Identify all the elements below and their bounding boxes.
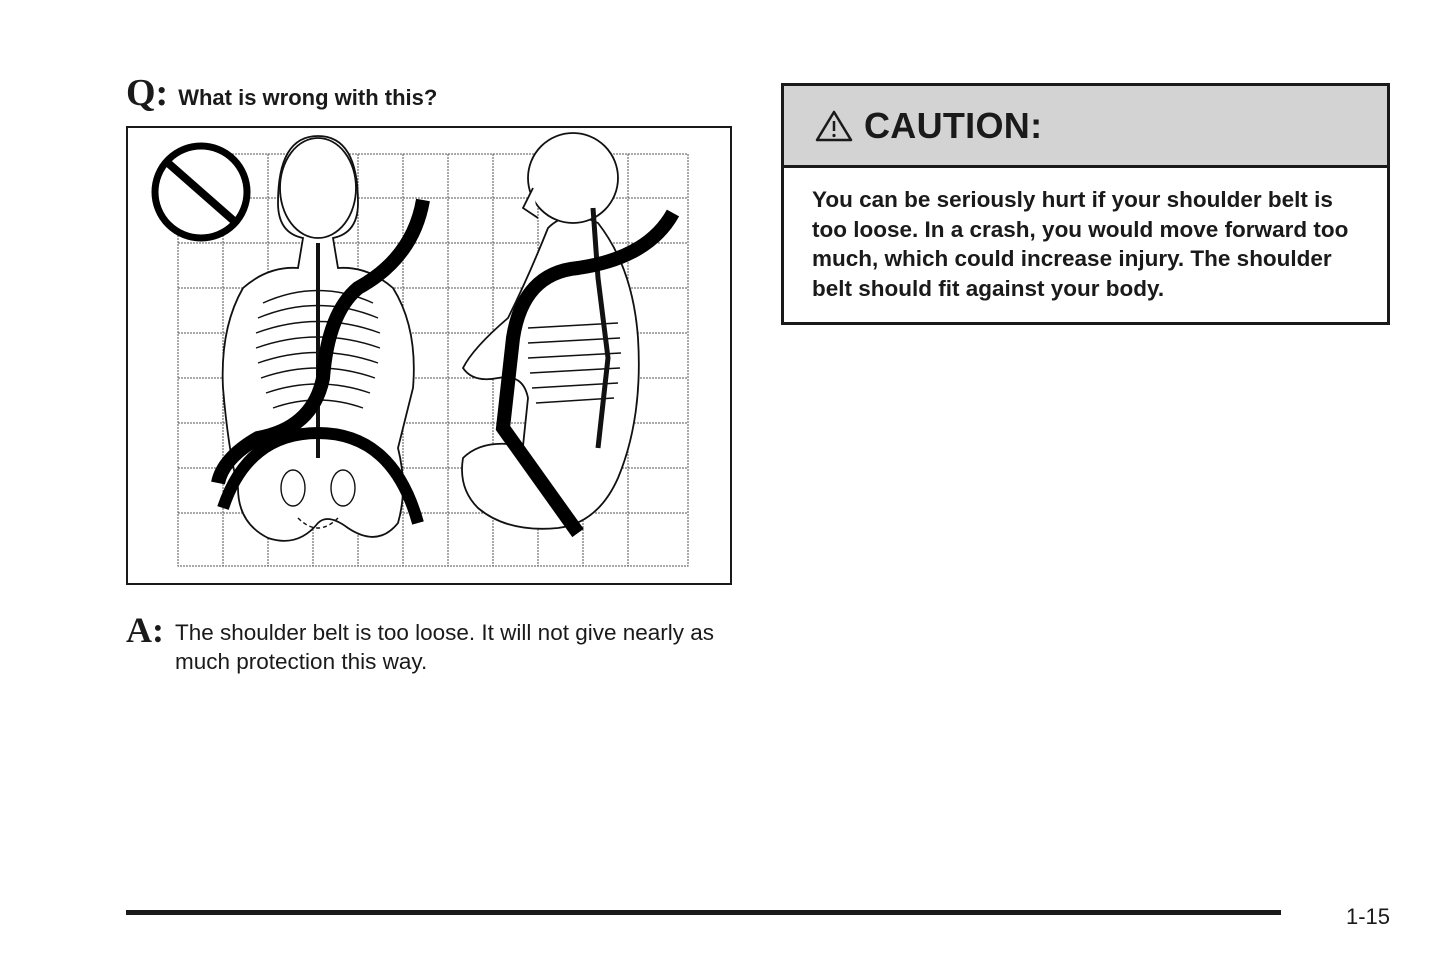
caution-body: You can be seriously hurt if your shoulder belt is too loose. In a crash, you would move forward too much, which could increase injury. The shoulder belt should fit against your body. (812, 187, 1349, 301)
answer-marker: A: (126, 610, 164, 650)
caution-title: CAUTION: (864, 104, 1043, 146)
footer-divider (126, 910, 1281, 915)
caution-box (781, 83, 1390, 325)
question-marker: Q: (126, 72, 169, 114)
question (126, 74, 437, 112)
seatbelt-illustration (126, 126, 732, 585)
answer-text: The shoulder belt is too loose. It will not give nearly as much protection this way. (175, 620, 715, 674)
question-text: What is wrong with this? (178, 85, 438, 110)
page-number: 1-15 (1346, 904, 1391, 929)
caution-header (784, 86, 1387, 168)
prohibition-icon (155, 146, 247, 238)
warning-triangle-icon (814, 109, 854, 143)
side-view-figure (462, 133, 639, 529)
